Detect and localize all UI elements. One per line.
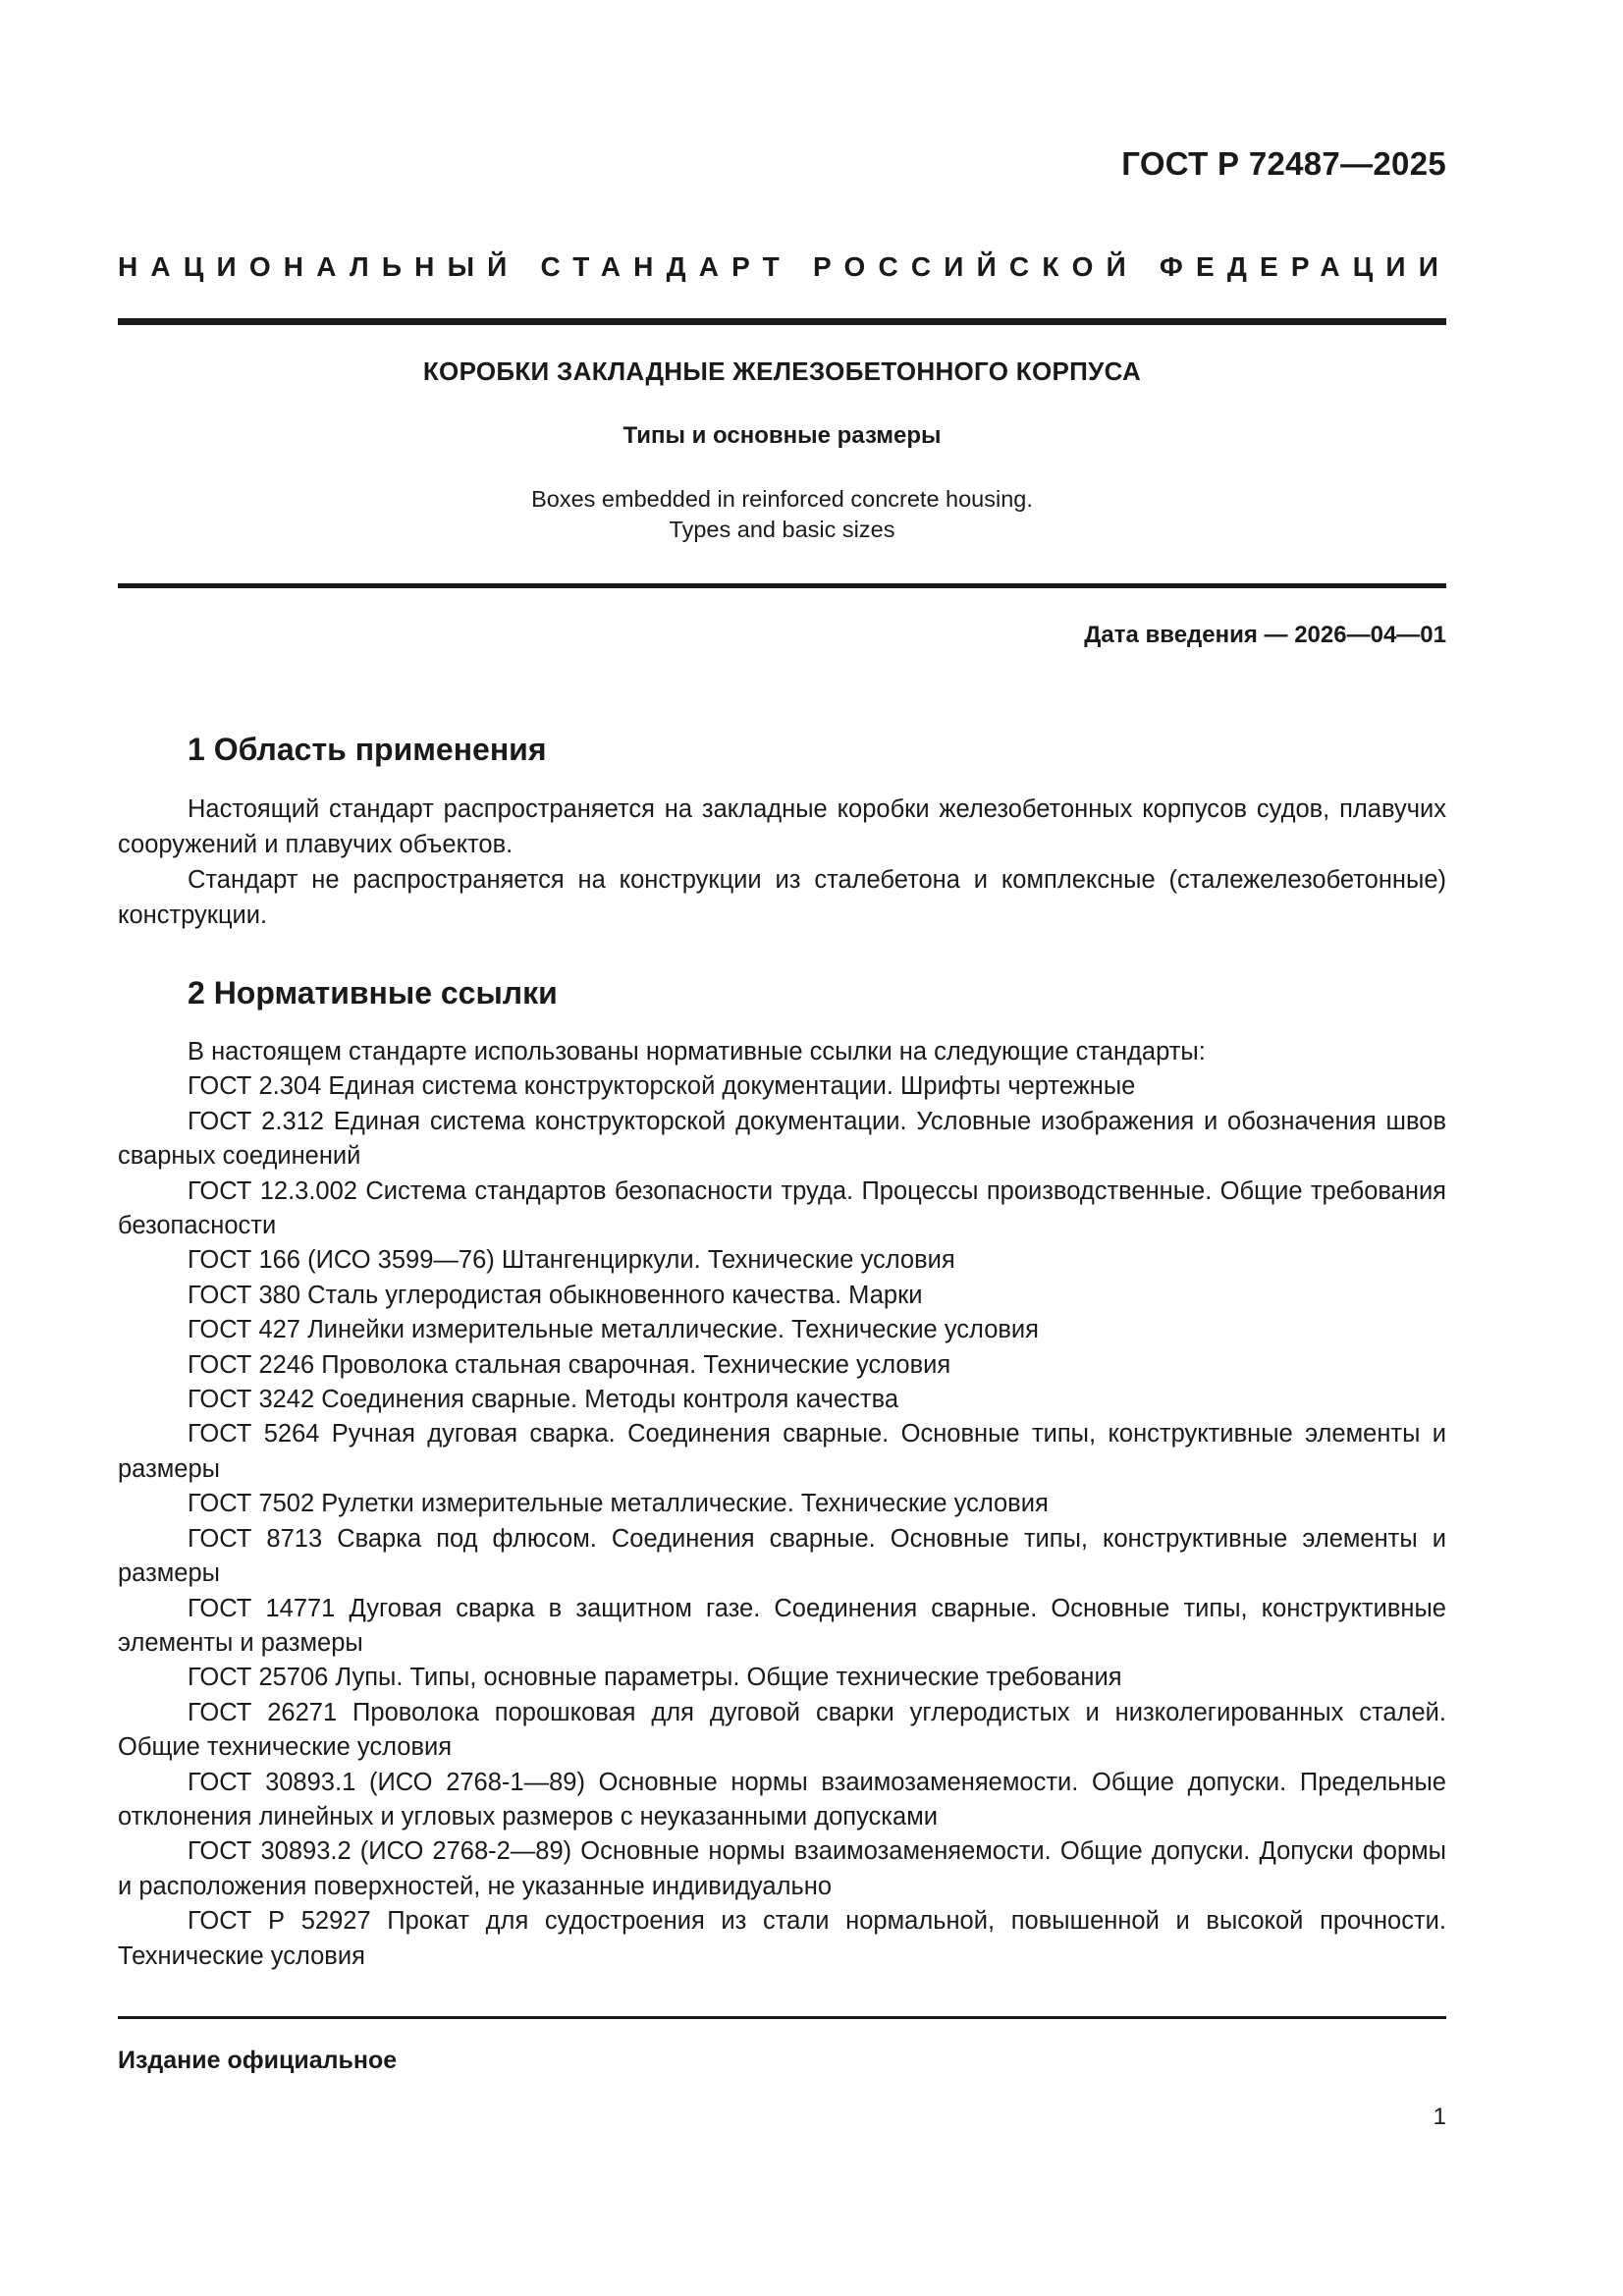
reference-item: ГОСТ 5264 Ручная дуговая сварка. Соединения сварные. Основные типы, конструктивные элементы и размеры — [118, 1420, 1446, 1483]
reference-item: ГОСТ 7502 Рулетки измерительные металлические. Технические условия — [188, 1490, 1049, 1518]
references-intro: В настоящем стандарте использованы нормативные ссылки на следующие стандарты: — [188, 1038, 1206, 1066]
document-subtitle: Типы и основные размеры — [622, 422, 942, 449]
edition-label: Издание официальное — [118, 2047, 398, 2074]
english-title — [118, 484, 1446, 545]
introduction-date: Дата введения — 2026—04—01 — [1084, 622, 1446, 648]
reference-item: ГОСТ 427 Линейки измерительные металлические. Технические условия — [188, 1316, 1039, 1344]
header-divider — [118, 318, 1446, 325]
section-2-body — [118, 1035, 1446, 1974]
section-1-body — [118, 792, 1446, 933]
reference-item: ГОСТ 2.312 Единая система конструкторской документации. Условные изображения и обозначения швов сварных соединений — [118, 1107, 1446, 1171]
document-title: КОРОБКИ ЗАКЛАДНЫЕ ЖЕЛЕЗОБЕТОННОГО КОРПУСА — [422, 356, 1142, 386]
reference-item: ГОСТ 14771 Дуговая сварка в защитном газе. Соединения сварные. Основные типы, конструктивные элементы и размеры — [118, 1594, 1446, 1657]
reference-item: ГОСТ 30893.2 (ИСО 2768-2—89) Основные нормы взаимозаменяемости. Общие допуски. Допуски формы и расположения поверхностей, не указанные индивидуально — [118, 1837, 1446, 1900]
reference-item: ГОСТ 12.3.002 Система стандартов безопасности труда. Процессы производственные. Общие требования безопасности — [118, 1176, 1446, 1240]
reference-item: ГОСТ 3242 Соединения сварные. Методы контроля качества — [188, 1386, 899, 1414]
reference-item: ГОСТ 26271 Проволока порошковая для дуговой сварки углеродистых и низколегированных сталей. Общие технические условия — [118, 1698, 1446, 1762]
english-title-line-2: Types and basic sizes — [669, 517, 895, 542]
reference-item: ГОСТ 8713 Сварка под флюсом. Соединения сварные. Основные типы, конструктивные элементы и размеры — [118, 1524, 1446, 1588]
reference-item: ГОСТ Р 52927 Прокат для судостроения из стали нормальной, повышенной и высокой прочности. Технические условия — [118, 1907, 1446, 1970]
section-1-heading: 1 Область применения — [188, 732, 547, 767]
reference-item: ГОСТ 2246 Проволока стальная сварочная. Технические условия — [188, 1350, 951, 1379]
reference-item: ГОСТ 25706 Лупы. Типы, основные параметры. Общие технические требования — [188, 1664, 1122, 1692]
reference-item: ГОСТ 166 (ИСО 3599—76) Штангенциркули. Технические условия — [188, 1246, 955, 1275]
title-divider — [118, 583, 1446, 588]
footer-divider — [118, 2016, 1446, 2019]
gost-number: ГОСТ Р 72487—2025 — [1121, 145, 1446, 182]
reference-item: ГОСТ 380 Сталь углеродистая обыкновенного качества. Марки — [188, 1281, 923, 1309]
national-standard-heading: НАЦИОНАЛЬНЫЙ СТАНДАРТ РОССИЙСКОЙ ФЕДЕРАЦИИ — [118, 251, 1452, 282]
section-1-paragraph: Настоящий стандарт распространяется на закладные коробки железобетонных корпусов судов, плавучих сооружений и плавучих объектов. — [118, 795, 1446, 858]
page-number: 1 — [1433, 2104, 1446, 2130]
section-1-paragraph: Стандарт не распространяется на конструкции из сталебетона и комплексные (сталежелезобетонные) конструкции. — [118, 866, 1446, 929]
reference-item: ГОСТ 2.304 Единая система конструкторской документации. Шрифты чертежные — [188, 1072, 1136, 1101]
english-title-line-1: Boxes embedded in reinforced concrete housing. — [531, 486, 1033, 512]
section-2-heading: 2 Нормативные ссылки — [188, 975, 558, 1011]
reference-item: ГОСТ 30893.1 (ИСО 2768-1—89) Основные нормы взаимозаменяемости. Общие допуски. Предельные отклонения линейных и угловых размеров с неуказанными допусками — [118, 1768, 1446, 1831]
